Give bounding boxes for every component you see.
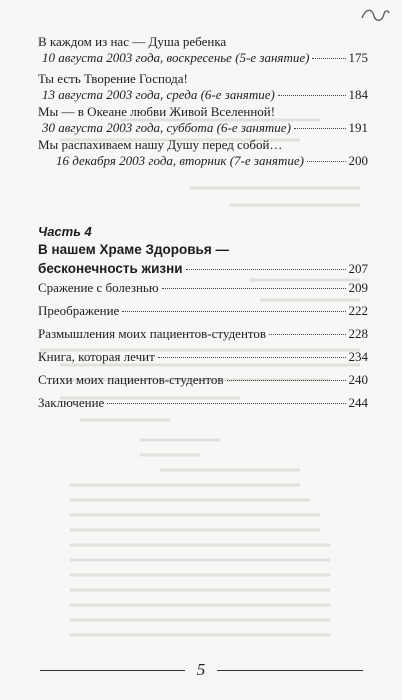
page-number: 240 (348, 372, 368, 387)
page-number: 228 (348, 326, 368, 341)
toc-section[interactable] (38, 372, 368, 388)
leader-dots (162, 288, 346, 289)
part-label: Часть 4 (38, 224, 92, 239)
leader-dots (278, 95, 346, 96)
leader-dots (307, 161, 346, 162)
entry-date: 10 августа 2003 года, воскресенье (5-е занятие) (42, 50, 310, 65)
page-number: 191 (348, 120, 368, 135)
entry-title: Мы распахиваем нашу Душу перед собой… (38, 137, 283, 152)
entry-date: 13 августа 2003 года, среда (6-е занятие) (42, 87, 275, 102)
toc-section[interactable] (38, 395, 368, 411)
section-title: Размышления моих пациентов-студентов (38, 326, 267, 341)
page-number: 244 (348, 395, 368, 410)
footer-page-number: 5 (191, 660, 212, 679)
page-number: 234 (348, 349, 368, 364)
leader-dots (294, 128, 346, 129)
page-number: 207 (348, 261, 368, 276)
entry-title: Мы — в Океане любви Живой Вселенной! (38, 104, 276, 119)
toc-entry[interactable] (38, 137, 368, 169)
section-title: Стихи моих пациентов-студентов (38, 372, 224, 387)
page-number: 209 (348, 280, 368, 295)
part-title-line: В нашем Храме Здоровья — (38, 242, 229, 257)
entry-date: 30 августа 2003 года, суббота (6-е занятие) (42, 120, 291, 135)
page-number: 175 (348, 50, 368, 65)
toc-section[interactable] (38, 326, 368, 342)
leader-dots (227, 380, 346, 381)
toc-section[interactable] (38, 349, 368, 365)
page-footer (0, 660, 402, 684)
entry-date: 16 декабря 2003 года, вторник (7-е занятие) (56, 153, 304, 168)
section-title: Сражение с болезнью (38, 280, 159, 295)
page-number: 184 (348, 87, 368, 102)
leader-dots (158, 357, 346, 358)
toc-section[interactable] (38, 280, 368, 296)
corner-ornament-icon (358, 4, 392, 26)
leader-dots (269, 334, 345, 335)
page-number: 222 (348, 303, 368, 318)
toc-entry[interactable] (38, 104, 368, 136)
entry-title: Ты есть Творение Господа! (38, 71, 188, 86)
section-title: Книга, которая лечит (38, 349, 155, 364)
section-title: Преображение (38, 303, 120, 318)
toc-entry[interactable] (38, 71, 368, 103)
leader-dots (107, 403, 345, 404)
part-title-line: бесконечность жизни (38, 261, 183, 276)
section-title: Заключение (38, 395, 105, 410)
leader-dots (122, 311, 345, 312)
page-number: 200 (348, 153, 368, 168)
toc-entry[interactable] (38, 34, 368, 66)
toc-section[interactable] (38, 303, 368, 319)
leader-dots (312, 58, 345, 59)
leader-dots (186, 269, 346, 270)
entry-title: В каждом из нас — Душа ребенка (38, 34, 227, 49)
part-title[interactable] (38, 240, 368, 278)
